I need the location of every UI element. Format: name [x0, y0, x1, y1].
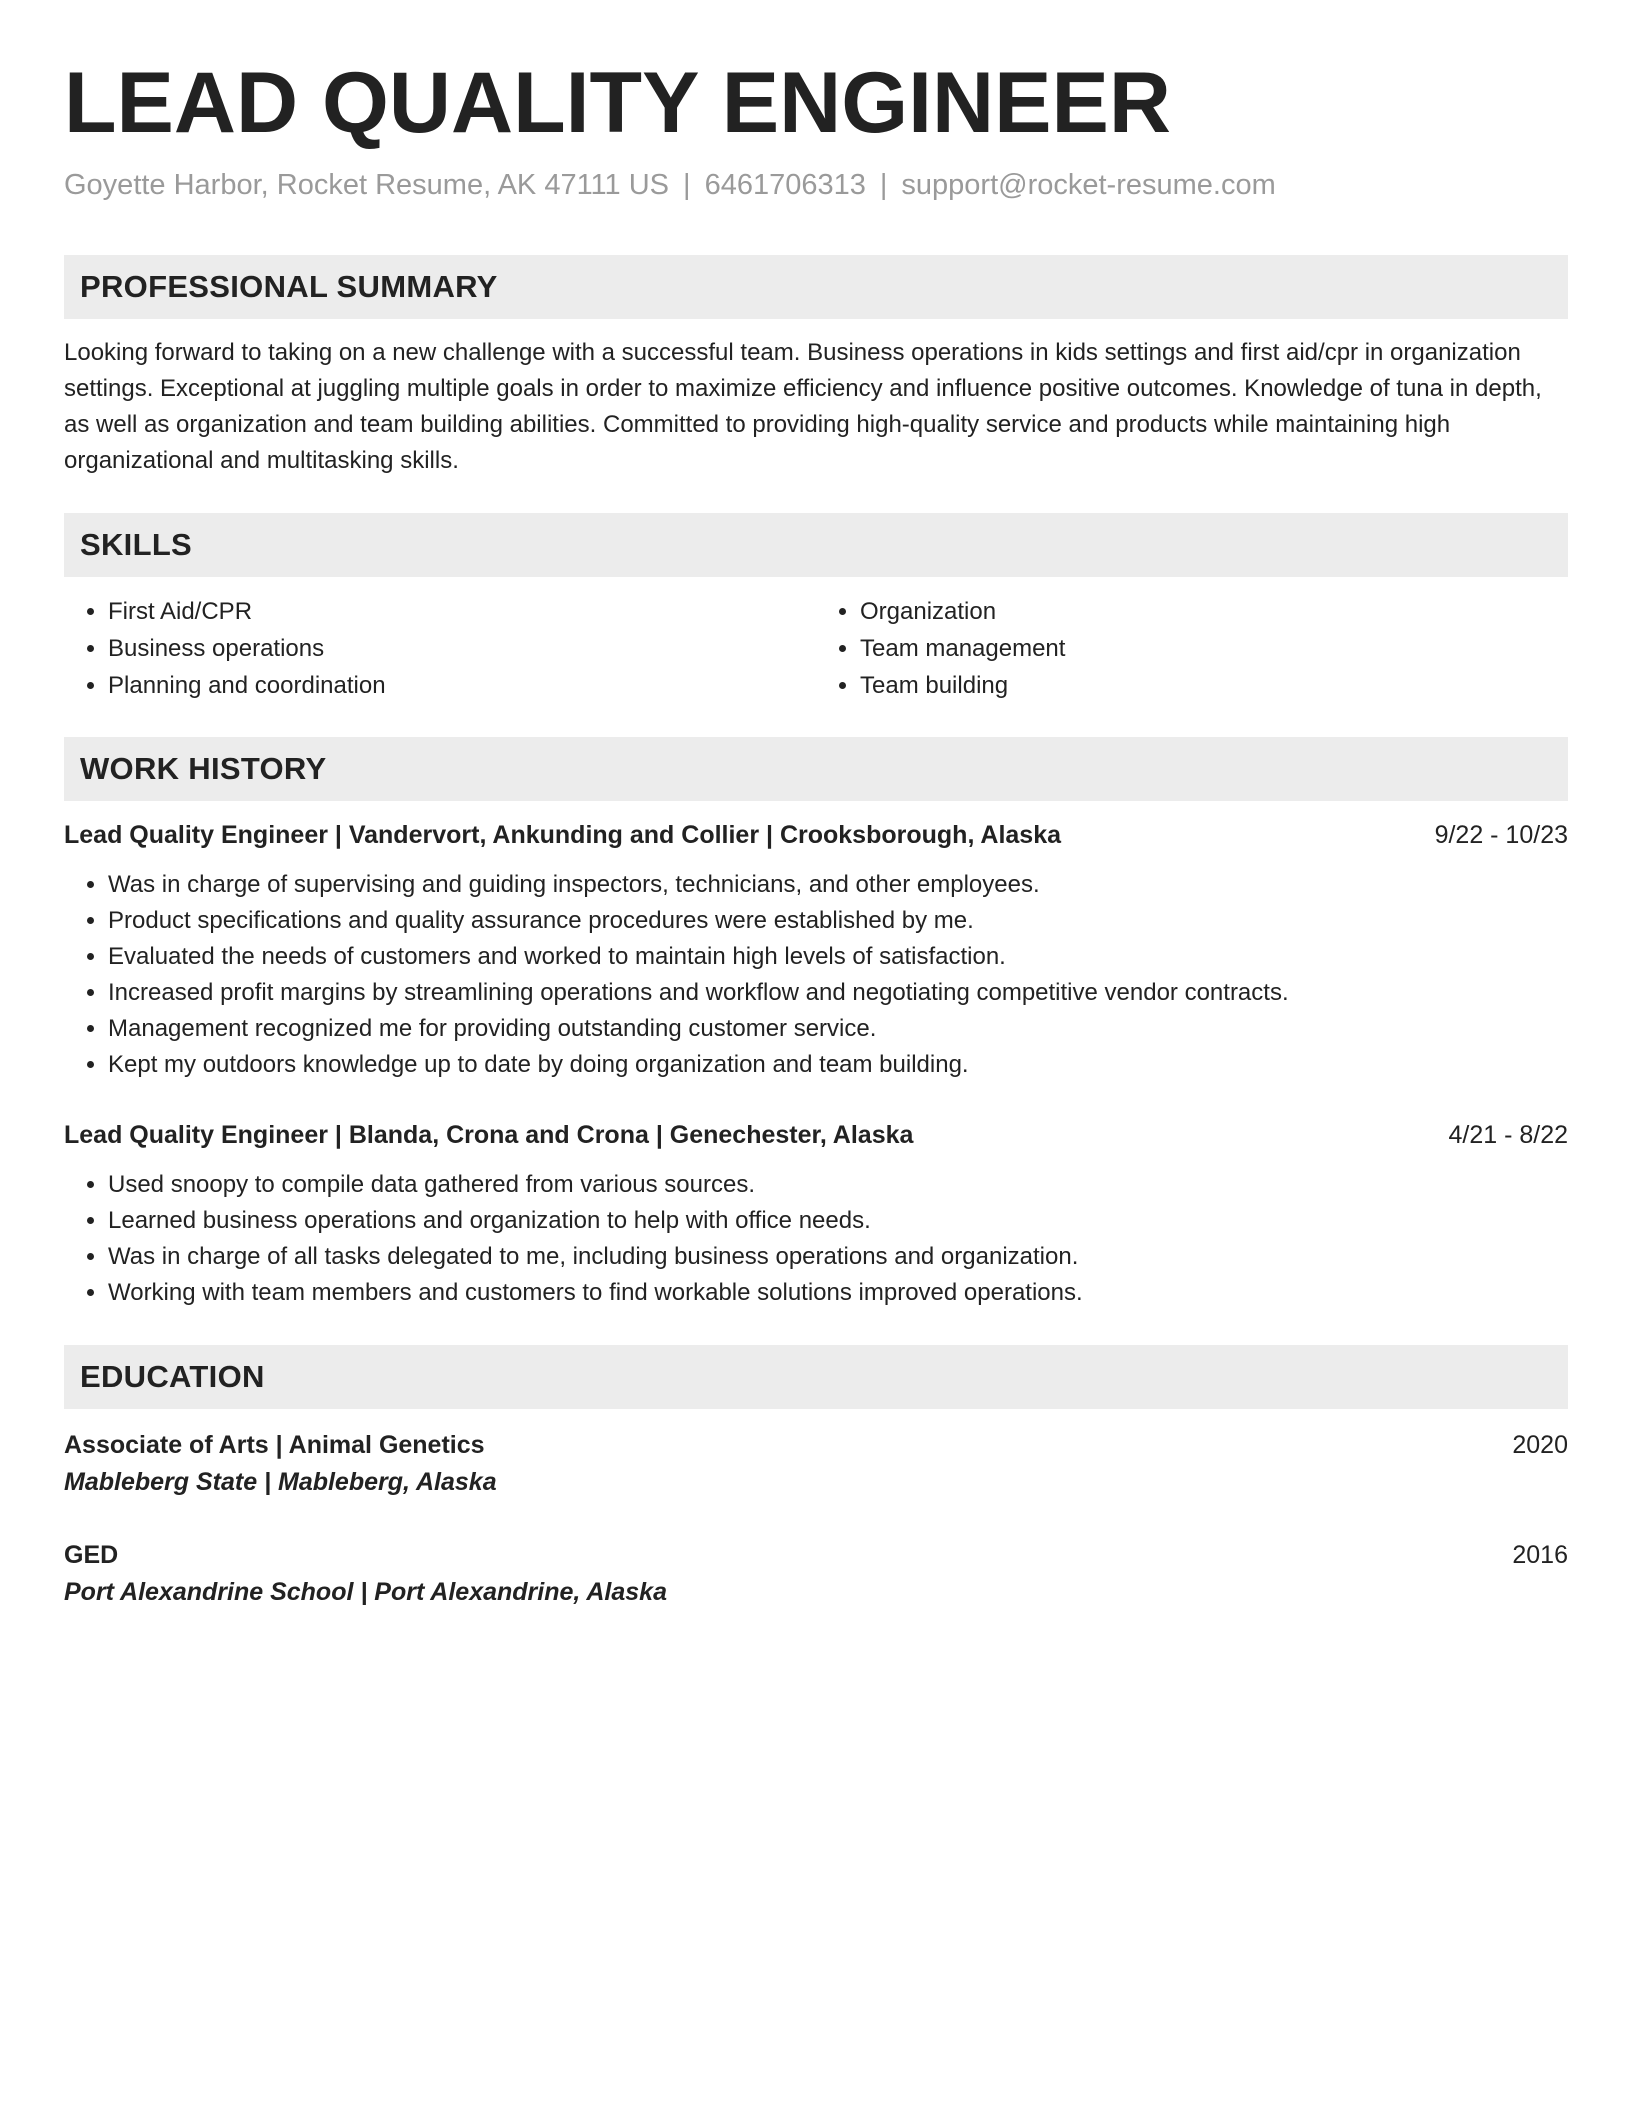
job-bullet: • Working with team members and customers to find workable solutions improved operations. — [108, 1275, 1568, 1311]
skills-column-right — [816, 593, 1568, 704]
contact-separator: | — [879, 169, 888, 201]
skill-item: • First Aid/CPR — [108, 593, 816, 630]
contact-phone: 6461706313 — [704, 169, 866, 201]
job-dates: 9/22 - 10/23 — [1434, 820, 1568, 849]
education-entry — [64, 1427, 1568, 1501]
job-bullets — [64, 867, 1568, 1083]
resume-title: LEAD QUALITY ENGINEER — [64, 55, 1171, 151]
education-degree: Associate of Arts | Animal Genetics — [64, 1430, 485, 1459]
job-bullet: • Kept my outdoors knowledge up to date by doing organization and team building. — [108, 1047, 1568, 1083]
education-entry — [64, 1537, 1568, 1611]
skill-item: • Organization — [860, 593, 1568, 630]
job-header — [64, 817, 1568, 853]
job-bullet: • Evaluated the needs of customers and worked to maintain high levels of satisfaction. — [108, 939, 1568, 975]
summary-text: Looking forward to taking on a new challenge with a successful team. Business operations in kids settings and first aid/cpr in organization settings. Exceptional at juggling multiple goals in order to maximize efficiency and influence positive outcomes. Knowledge of tuna in depth, as well as organization and team building abilities. Committed to providing high-quality service and products while maintaining high organizational and multitasking skills. — [64, 338, 1542, 474]
job-title: Lead Quality Engineer | Blanda, Crona and Crona | Genechester, Alaska — [64, 1120, 914, 1149]
education-header — [64, 1537, 1568, 1573]
job-bullets — [64, 1167, 1568, 1311]
contact-address: Goyette Harbor, Rocket Resume, AK 47111 US — [64, 169, 670, 201]
contact-separator: | — [683, 169, 691, 201]
education-year: 2020 — [1512, 1430, 1568, 1459]
education-school: Port Alexandrine School | Port Alexandrine, Alaska — [64, 1577, 667, 1606]
job-bullet: • Used snoopy to compile data gathered from various sources. — [108, 1167, 1568, 1203]
section-heading-skills: SKILLS — [64, 513, 1568, 577]
job-bullet: • Management recognized me for providing outstanding customer service. — [108, 1011, 1568, 1047]
job-header — [64, 1117, 1568, 1153]
job-entry — [64, 1117, 1568, 1311]
job-dates: 4/21 - 8/22 — [1448, 1120, 1568, 1149]
job-bullet: • Product specifications and quality assurance procedures were established by me. — [108, 903, 1568, 939]
education-header — [64, 1427, 1568, 1463]
section-heading-education: EDUCATION — [64, 1345, 1568, 1409]
contact-email: support@rocket-resume.com — [901, 169, 1276, 201]
skill-item: • Business operations — [108, 630, 816, 667]
job-entry — [64, 817, 1568, 1083]
education-degree: GED — [64, 1540, 119, 1569]
education-year: 2016 — [1512, 1540, 1568, 1569]
job-bullet: • Increased profit margins by streamlining operations and workflow and negotiating competitive vendor contracts. — [108, 975, 1568, 1011]
job-title: Lead Quality Engineer | Vandervort, Ankunding and Collier | Crooksborough, Alaska — [64, 820, 1062, 849]
education-school: Mableberg State | Mableberg, Alaska — [64, 1467, 497, 1496]
skills-list — [64, 593, 1568, 704]
job-bullet: • Was in charge of supervising and guiding inspectors, technicians, and other employees. — [108, 867, 1568, 903]
section-heading-summary: PROFESSIONAL SUMMARY — [64, 255, 1568, 319]
skill-item: • Team building — [860, 667, 1568, 704]
job-bullet: • Learned business operations and organization to help with office needs. — [108, 1203, 1568, 1239]
section-heading-work: WORK HISTORY — [64, 737, 1568, 801]
contact-line — [64, 168, 1568, 203]
skill-item: • Planning and coordination — [108, 667, 816, 704]
skills-column-left — [64, 593, 816, 704]
skill-item: • Team management — [860, 630, 1568, 667]
job-bullet: • Was in charge of all tasks delegated to me, including business operations and organization. — [108, 1239, 1568, 1275]
